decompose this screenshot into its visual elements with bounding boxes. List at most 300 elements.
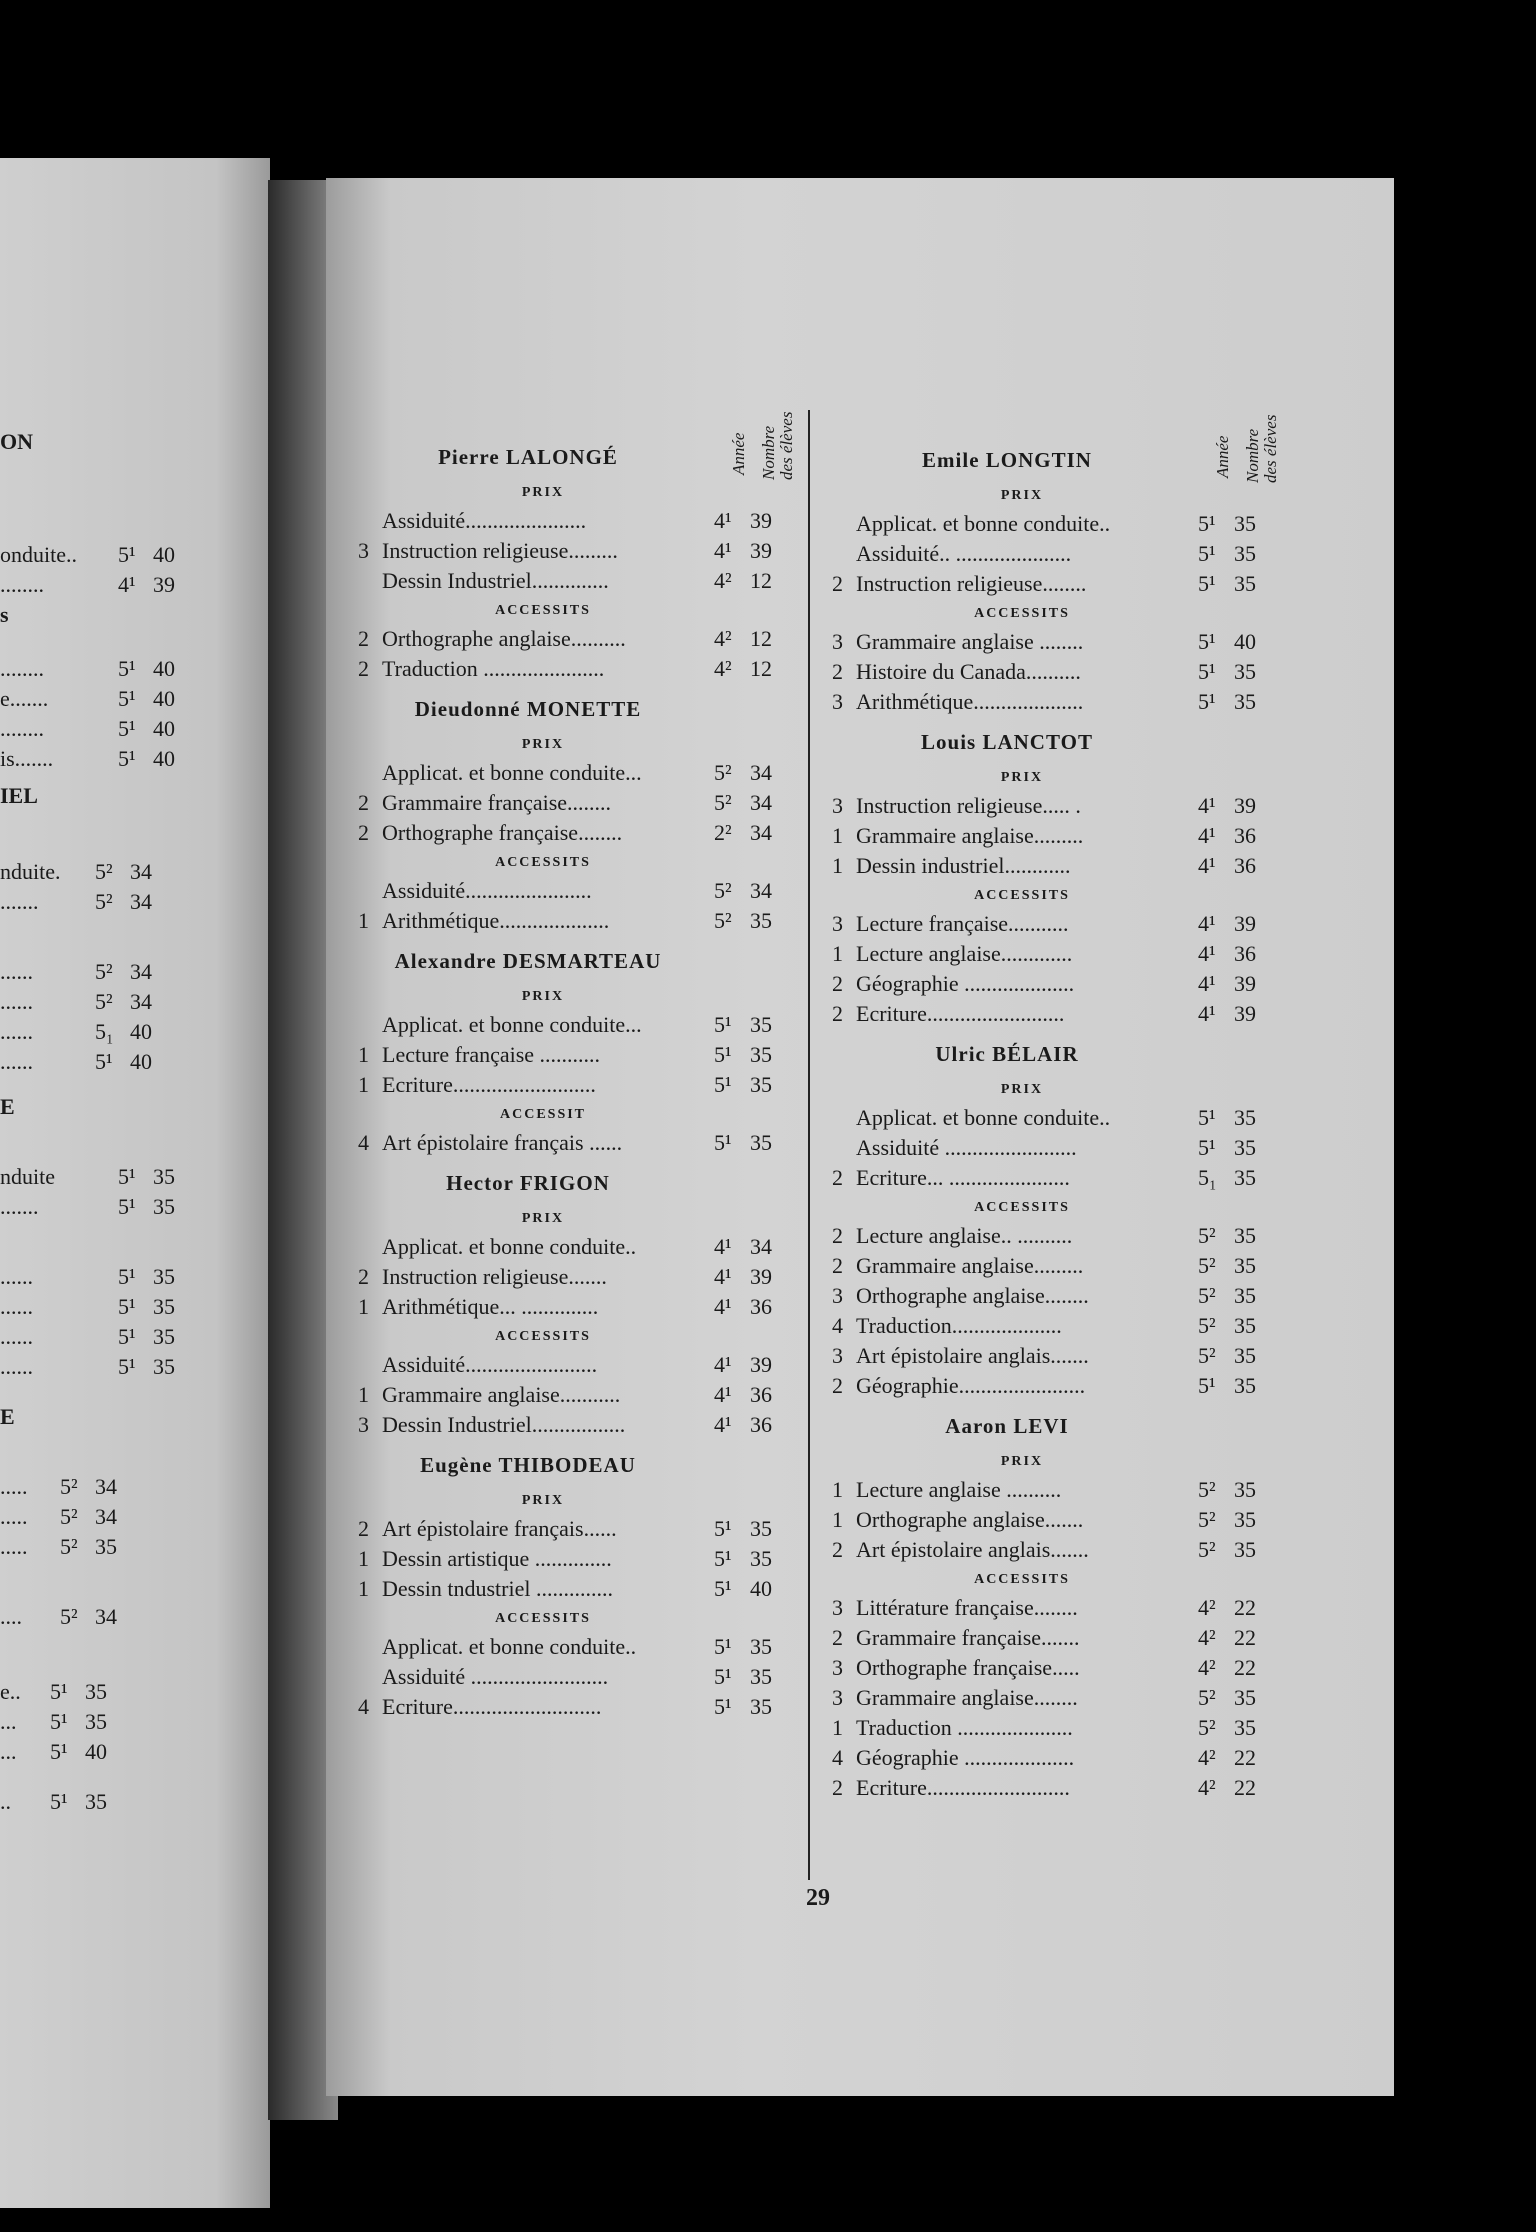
student-count: 35 bbox=[1234, 689, 1256, 714]
student-count: 35 bbox=[1234, 1715, 1256, 1740]
award-row bbox=[832, 688, 1272, 716]
subject-label: Grammaire anglaise........ bbox=[856, 1685, 1078, 1710]
student-count: 12 bbox=[750, 656, 772, 681]
rank-number: 3 bbox=[832, 1595, 843, 1620]
subject-label: Histoire du Canada.......... bbox=[856, 659, 1081, 684]
rank-number: 2 bbox=[832, 659, 843, 684]
award-row bbox=[832, 1372, 1272, 1400]
award-row bbox=[832, 1476, 1272, 1504]
rank-number: 2 bbox=[832, 1625, 843, 1650]
student-count: 35 bbox=[750, 1012, 772, 1037]
subject-label: Traduction.................... bbox=[856, 1313, 1062, 1338]
fragment-text: ...... bbox=[0, 1264, 33, 1289]
rank-number: 2 bbox=[358, 656, 369, 681]
student-count: 39 bbox=[1234, 793, 1256, 818]
student-count: 22 bbox=[1234, 1595, 1256, 1620]
year-value: 4² bbox=[714, 568, 732, 593]
rank-number: 2 bbox=[358, 626, 369, 651]
award-row bbox=[358, 1351, 788, 1379]
fragment-year: 5² bbox=[95, 959, 113, 984]
award-row bbox=[358, 507, 788, 535]
rank-number: 2 bbox=[832, 1165, 843, 1190]
fragment-text: ........ bbox=[0, 716, 44, 741]
page-number: 29 bbox=[806, 1885, 830, 1911]
award-row bbox=[832, 1342, 1272, 1370]
student-count: 35 bbox=[1234, 1685, 1256, 1710]
year-value: 5¹ bbox=[714, 1042, 732, 1067]
subject-label: Ecriture... ...................... bbox=[856, 1165, 1070, 1190]
header-count bbox=[1244, 415, 1280, 483]
fragment-year: 5² bbox=[60, 1474, 78, 1499]
student-count: 39 bbox=[750, 1352, 772, 1377]
award-row bbox=[832, 1282, 1272, 1310]
award-row bbox=[832, 510, 1272, 538]
student-count: 39 bbox=[750, 508, 772, 533]
subject-label: Orthographe anglaise.......... bbox=[382, 626, 626, 651]
header-count-line1: Nombre bbox=[759, 425, 778, 480]
year-value: 5¹ bbox=[1198, 541, 1216, 566]
year-value: 5¹ bbox=[714, 1072, 732, 1097]
award-row bbox=[358, 625, 788, 653]
fragment-year: 5¹ bbox=[50, 1739, 68, 1764]
subject-label: Assiduité....................... bbox=[382, 878, 592, 903]
fragment-count: 35 bbox=[153, 1194, 175, 1219]
subject-label: Arithmétique.................... bbox=[856, 689, 1084, 714]
award-category: PRIX bbox=[1000, 488, 1044, 503]
award-row bbox=[358, 1693, 788, 1721]
subject-label: Grammaire anglaise........... bbox=[382, 1382, 621, 1407]
subject-label: Lecture française........... bbox=[856, 911, 1069, 936]
award-row bbox=[832, 1252, 1272, 1280]
subject-label: Assiduité...................... bbox=[382, 508, 587, 533]
student-name: Alexandre DESMARTEAU bbox=[394, 949, 662, 973]
fragment-text: E bbox=[0, 1404, 15, 1429]
year-value: 4¹ bbox=[1198, 971, 1216, 996]
subject-label: Art épistolaire anglais....... bbox=[856, 1537, 1089, 1562]
student-count: 36 bbox=[1234, 853, 1256, 878]
rank-number: 4 bbox=[832, 1313, 843, 1338]
award-row bbox=[832, 628, 1272, 656]
award-category: PRIX bbox=[521, 737, 565, 752]
year-value: 5² bbox=[1198, 1223, 1216, 1248]
year-value: 5₁ bbox=[1198, 1165, 1217, 1190]
student-count: 35 bbox=[1234, 1507, 1256, 1532]
subject-label: Grammaire anglaise......... bbox=[856, 1253, 1084, 1278]
student-count: 35 bbox=[750, 1546, 772, 1571]
fragment-year: 4¹ bbox=[118, 572, 136, 597]
award-category: ACCESSITS bbox=[495, 1611, 591, 1626]
year-value: 4¹ bbox=[1198, 853, 1216, 878]
student-count: 36 bbox=[1234, 941, 1256, 966]
fragment-year: 5¹ bbox=[118, 686, 136, 711]
student-count: 35 bbox=[750, 1130, 772, 1155]
award-row bbox=[358, 1263, 788, 1291]
award-row bbox=[832, 1744, 1272, 1772]
year-value: 5² bbox=[714, 908, 732, 933]
subject-label: Applicat. et bonne conduite.. bbox=[856, 1105, 1111, 1130]
award-row bbox=[358, 1129, 788, 1157]
rank-number: 1 bbox=[358, 908, 369, 933]
fragment-count: 40 bbox=[130, 1019, 152, 1044]
student-count: 35 bbox=[750, 1664, 772, 1689]
award-row bbox=[358, 567, 788, 595]
fragment-count: 39 bbox=[153, 572, 175, 597]
subject-label: Applicat. et bonne conduite... bbox=[382, 1012, 642, 1037]
fragment-text: ... bbox=[0, 1709, 17, 1734]
award-row bbox=[358, 537, 788, 565]
award-row bbox=[358, 1071, 788, 1099]
rank-number: 1 bbox=[358, 1576, 369, 1601]
year-value: 5¹ bbox=[1198, 1373, 1216, 1398]
award-category: ACCESSITS bbox=[495, 855, 591, 870]
student-count: 35 bbox=[1234, 1537, 1256, 1562]
subject-label: Applicat. et bonne conduite.. bbox=[856, 511, 1111, 536]
fragment-text: ... bbox=[0, 1739, 17, 1764]
student-count: 35 bbox=[1234, 1343, 1256, 1368]
student-count: 35 bbox=[1234, 1223, 1256, 1248]
award-category: ACCESSITS bbox=[974, 1200, 1070, 1215]
rank-number: 4 bbox=[358, 1694, 369, 1719]
rank-number: 3 bbox=[832, 1655, 843, 1680]
award-row bbox=[832, 658, 1272, 686]
fragment-year: 5¹ bbox=[118, 1294, 136, 1319]
award-category: ACCESSIT bbox=[499, 1107, 587, 1122]
year-value: 5¹ bbox=[714, 1694, 732, 1719]
year-value: 4¹ bbox=[1198, 911, 1216, 936]
rank-number: 2 bbox=[832, 571, 843, 596]
student-count: 35 bbox=[1234, 659, 1256, 684]
fragment-count: 34 bbox=[95, 1604, 117, 1629]
rank-number: 3 bbox=[832, 911, 843, 936]
student-count: 35 bbox=[1234, 1135, 1256, 1160]
award-row bbox=[832, 570, 1272, 598]
fragment-count: 35 bbox=[153, 1264, 175, 1289]
award-category: ACCESSITS bbox=[495, 603, 591, 618]
fragment-count: 34 bbox=[130, 859, 152, 884]
fragment-text: e.. bbox=[0, 1679, 21, 1704]
student-count: 35 bbox=[750, 1694, 772, 1719]
fragment-count: 35 bbox=[95, 1534, 117, 1559]
award-category: PRIX bbox=[521, 989, 565, 1004]
student-count: 35 bbox=[750, 1516, 772, 1541]
award-row bbox=[832, 1624, 1272, 1652]
award-row bbox=[358, 1381, 788, 1409]
student-count: 35 bbox=[1234, 1165, 1256, 1190]
fragment-year: 5¹ bbox=[118, 746, 136, 771]
year-value: 2² bbox=[714, 820, 732, 845]
rank-number: 2 bbox=[358, 1264, 369, 1289]
award-row bbox=[832, 1654, 1272, 1682]
rank-number: 3 bbox=[832, 793, 843, 818]
year-value: 4¹ bbox=[714, 1264, 732, 1289]
fragment-text: E bbox=[0, 1094, 15, 1119]
subject-label: Ecriture........................... bbox=[382, 1694, 602, 1719]
year-value: 4¹ bbox=[714, 1412, 732, 1437]
student-count: 12 bbox=[750, 626, 772, 651]
year-value: 4¹ bbox=[714, 1234, 732, 1259]
year-value: 5¹ bbox=[714, 1012, 732, 1037]
rank-number: 2 bbox=[832, 1253, 843, 1278]
award-category: ACCESSITS bbox=[495, 1329, 591, 1344]
year-value: 4¹ bbox=[714, 1352, 732, 1377]
fragment-year: 5² bbox=[60, 1604, 78, 1629]
fragment-year: 5¹ bbox=[118, 542, 136, 567]
subject-label: Grammaire française........ bbox=[382, 790, 612, 815]
fragment-text: IEL bbox=[0, 783, 38, 808]
subject-label: Dessin Industriel.............. bbox=[382, 568, 609, 593]
subject-label: Instruction religieuse........ bbox=[856, 571, 1087, 596]
subject-label: Instruction religieuse......... bbox=[382, 538, 618, 563]
year-value: 4² bbox=[714, 626, 732, 651]
award-row bbox=[358, 1575, 788, 1603]
student-count: 36 bbox=[1234, 823, 1256, 848]
year-value: 4¹ bbox=[714, 508, 732, 533]
header-year: Année bbox=[729, 432, 748, 475]
rank-number: 2 bbox=[358, 790, 369, 815]
award-row bbox=[832, 1714, 1272, 1742]
award-row bbox=[832, 792, 1272, 820]
fragment-year: 5¹ bbox=[118, 1354, 136, 1379]
year-value: 5² bbox=[1198, 1477, 1216, 1502]
rank-number: 3 bbox=[832, 1685, 843, 1710]
award-category: ACCESSITS bbox=[974, 606, 1070, 621]
subject-label: Applicat. et bonne conduite.. bbox=[382, 1634, 637, 1659]
fragment-count: 34 bbox=[130, 959, 152, 984]
fragment-count: 34 bbox=[95, 1474, 117, 1499]
year-value: 5¹ bbox=[714, 1130, 732, 1155]
fragment-count: 35 bbox=[85, 1679, 107, 1704]
previous-page-fragment bbox=[0, 158, 270, 2208]
award-row bbox=[832, 1312, 1272, 1340]
rank-number: 3 bbox=[832, 1343, 843, 1368]
student-count: 35 bbox=[1234, 571, 1256, 596]
award-row bbox=[832, 1594, 1272, 1622]
fragment-text: ........ bbox=[0, 572, 44, 597]
fragment-year: 5² bbox=[95, 989, 113, 1014]
student-count: 34 bbox=[750, 820, 772, 845]
subject-label: Dessin artistique .............. bbox=[382, 1546, 612, 1571]
student-count: 40 bbox=[1234, 629, 1256, 654]
award-row bbox=[358, 1545, 788, 1573]
year-value: 5¹ bbox=[714, 1576, 732, 1601]
student-count: 34 bbox=[750, 760, 772, 785]
fragment-year: 5¹ bbox=[118, 1164, 136, 1189]
award-category: PRIX bbox=[1000, 1082, 1044, 1097]
fragment-count: 40 bbox=[85, 1739, 107, 1764]
student-count: 39 bbox=[750, 538, 772, 563]
student-count: 34 bbox=[750, 1234, 772, 1259]
student-count: 35 bbox=[1234, 1373, 1256, 1398]
fragment-text: ...... bbox=[0, 1324, 33, 1349]
year-value: 5¹ bbox=[1198, 511, 1216, 536]
year-value: 5² bbox=[1198, 1685, 1216, 1710]
fragment-text: ...... bbox=[0, 959, 33, 984]
subject-label: Lecture française ........... bbox=[382, 1042, 601, 1067]
year-value: 4¹ bbox=[1198, 793, 1216, 818]
rank-number: 1 bbox=[832, 823, 843, 848]
fragment-text: ON bbox=[0, 429, 33, 454]
fragment-text: .... bbox=[0, 1604, 22, 1629]
fragment-text: ...... bbox=[0, 1354, 33, 1379]
fragment-year: 5² bbox=[60, 1534, 78, 1559]
year-value: 5² bbox=[1198, 1343, 1216, 1368]
subject-label: Ecriture......................... bbox=[856, 1001, 1065, 1026]
subject-label: Géographie .................... bbox=[856, 1745, 1075, 1770]
fragment-count: 40 bbox=[153, 716, 175, 741]
subject-label: Grammaire anglaise ........ bbox=[856, 629, 1084, 654]
rank-number: 1 bbox=[832, 853, 843, 878]
year-value: 4² bbox=[1198, 1595, 1216, 1620]
fragment-year: 5¹ bbox=[118, 656, 136, 681]
fragment-count: 35 bbox=[85, 1709, 107, 1734]
award-row bbox=[358, 1663, 788, 1691]
award-row bbox=[832, 1134, 1272, 1162]
award-category: PRIX bbox=[521, 1211, 565, 1226]
subject-label: Assiduité ......................... bbox=[382, 1664, 609, 1689]
student-name: Louis LANCTOT bbox=[921, 730, 1093, 754]
fragment-count: 35 bbox=[85, 1789, 107, 1814]
fragment-text: ........ bbox=[0, 656, 44, 681]
column-divider bbox=[808, 410, 810, 1880]
fragment-year: 5² bbox=[95, 859, 113, 884]
year-value: 5¹ bbox=[1198, 629, 1216, 654]
award-row bbox=[832, 1536, 1272, 1564]
student-count: 39 bbox=[1234, 1001, 1256, 1026]
fragment-count: 35 bbox=[153, 1294, 175, 1319]
student-count: 35 bbox=[1234, 541, 1256, 566]
year-value: 4¹ bbox=[714, 1382, 732, 1407]
student-count: 22 bbox=[1234, 1625, 1256, 1650]
subject-label: Traduction ...................... bbox=[382, 656, 605, 681]
year-value: 4² bbox=[1198, 1655, 1216, 1680]
header-year: Année bbox=[1213, 435, 1232, 478]
year-value: 5¹ bbox=[714, 1546, 732, 1571]
student-count: 39 bbox=[1234, 971, 1256, 996]
student-count: 34 bbox=[750, 878, 772, 903]
award-category: PRIX bbox=[521, 1493, 565, 1508]
rank-number: 2 bbox=[832, 1775, 843, 1800]
year-value: 5¹ bbox=[714, 1664, 732, 1689]
rank-number: 1 bbox=[832, 941, 843, 966]
fragment-year: 5¹ bbox=[50, 1789, 68, 1814]
award-category: ACCESSITS bbox=[974, 888, 1070, 903]
award-row bbox=[358, 789, 788, 817]
student-count: 35 bbox=[1234, 511, 1256, 536]
subject-label: Grammaire française....... bbox=[856, 1625, 1080, 1650]
student-count: 35 bbox=[1234, 1477, 1256, 1502]
student-count: 36 bbox=[750, 1294, 772, 1319]
rank-number: 2 bbox=[832, 1223, 843, 1248]
rank-number: 4 bbox=[832, 1745, 843, 1770]
year-value: 4¹ bbox=[1198, 823, 1216, 848]
subject-label: Ecriture.......................... bbox=[382, 1072, 596, 1097]
subject-label: Applicat. et bonne conduite... bbox=[382, 760, 642, 785]
subject-label: Dessin tndustriel .............. bbox=[382, 1576, 613, 1601]
fragment-count: 34 bbox=[95, 1504, 117, 1529]
rank-number: 4 bbox=[358, 1130, 369, 1155]
award-row bbox=[832, 540, 1272, 568]
award-row bbox=[358, 1515, 788, 1543]
year-value: 5² bbox=[714, 878, 732, 903]
fragment-text: e....... bbox=[0, 686, 49, 711]
fragment-text: nduite bbox=[0, 1164, 55, 1189]
rank-number: 3 bbox=[832, 689, 843, 714]
fragment-year: 5¹ bbox=[118, 1194, 136, 1219]
rank-number: 1 bbox=[832, 1477, 843, 1502]
award-row bbox=[832, 1684, 1272, 1712]
fragment-year: 5¹ bbox=[50, 1679, 68, 1704]
fragment-count: 40 bbox=[153, 656, 175, 681]
student-name: Dieudonné MONETTE bbox=[414, 697, 642, 721]
student-name: Eugène THIBODEAU bbox=[420, 1453, 636, 1477]
fragment-year: 5¹ bbox=[50, 1709, 68, 1734]
year-value: 5² bbox=[714, 790, 732, 815]
fragment-year: 5¹ bbox=[95, 1049, 113, 1074]
award-row bbox=[358, 759, 788, 787]
fragment-count: 35 bbox=[153, 1164, 175, 1189]
fragment-count: 34 bbox=[130, 989, 152, 1014]
fragment-text: ...... bbox=[0, 1294, 33, 1319]
subject-label: Dessin industriel............ bbox=[856, 853, 1071, 878]
fragment-text: ....... bbox=[0, 889, 39, 914]
fragment-text: ..... bbox=[0, 1534, 28, 1559]
subject-label: Art épistolaire français...... bbox=[382, 1516, 617, 1541]
subject-label: Applicat. et bonne conduite.. bbox=[382, 1234, 637, 1259]
rank-number: 3 bbox=[358, 1412, 369, 1437]
student-name: Emile LONGTIN bbox=[922, 448, 1092, 472]
subject-label: Arithmétique.................... bbox=[382, 908, 610, 933]
student-count: 35 bbox=[1234, 1105, 1256, 1130]
fragment-text: .. bbox=[0, 1789, 11, 1814]
fragment-text: ..... bbox=[0, 1474, 28, 1499]
award-row bbox=[358, 819, 788, 847]
award-row bbox=[358, 907, 788, 935]
fragment-text: ....... bbox=[0, 1194, 39, 1219]
rank-number: 1 bbox=[358, 1042, 369, 1067]
subject-label: Dessin Industriel................. bbox=[382, 1412, 626, 1437]
award-row bbox=[832, 1506, 1272, 1534]
subject-label: Traduction ..................... bbox=[856, 1715, 1073, 1740]
award-row bbox=[358, 1041, 788, 1069]
rank-number: 1 bbox=[358, 1294, 369, 1319]
fragment-text: ...... bbox=[0, 1019, 33, 1044]
year-value: 5¹ bbox=[1198, 1135, 1216, 1160]
subject-label: Lecture anglaise............. bbox=[856, 941, 1073, 966]
year-value: 4¹ bbox=[714, 538, 732, 563]
year-value: 4² bbox=[714, 656, 732, 681]
subject-label: Instruction religieuse..... . bbox=[856, 793, 1081, 818]
award-category: PRIX bbox=[1000, 770, 1044, 785]
student-count: 22 bbox=[1234, 1655, 1256, 1680]
rank-number: 1 bbox=[358, 1072, 369, 1097]
year-value: 4² bbox=[1198, 1625, 1216, 1650]
subject-label: Orthographe anglaise....... bbox=[856, 1507, 1084, 1532]
award-row bbox=[832, 822, 1272, 850]
subject-label: Arithmétique... .............. bbox=[382, 1294, 599, 1319]
award-row bbox=[358, 1293, 788, 1321]
award-row bbox=[358, 655, 788, 683]
rank-number: 2 bbox=[832, 1001, 843, 1026]
rank-number: 2 bbox=[832, 1373, 843, 1398]
rank-number: 3 bbox=[832, 1283, 843, 1308]
student-count: 35 bbox=[750, 908, 772, 933]
student-count: 39 bbox=[750, 1264, 772, 1289]
year-value: 5² bbox=[714, 760, 732, 785]
award-row bbox=[832, 940, 1272, 968]
subject-label: Orthographe anglaise........ bbox=[856, 1283, 1089, 1308]
header-count-line1: Nombre bbox=[1243, 428, 1262, 483]
student-count: 22 bbox=[1234, 1745, 1256, 1770]
